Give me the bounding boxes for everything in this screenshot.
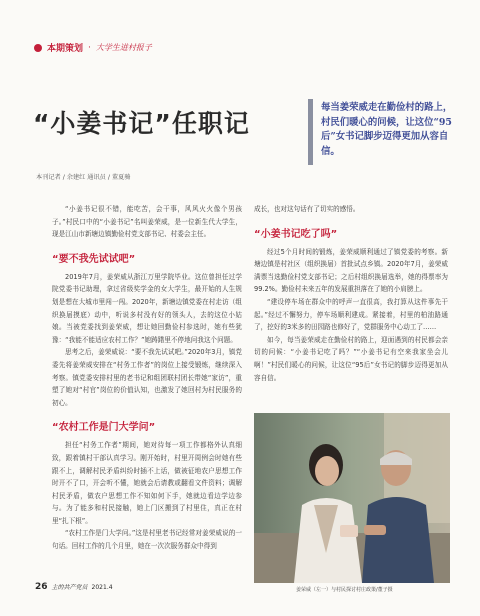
body-paragraph: “建设停车场在群众中的呼声一直很高，我打算从这件事先干起。”经过不懈努力，停车场顺利建成。紧接着，村里的柏油路通了，挖好的3米多的田园路也修好了，党群服务中心动工了…… [254,297,448,332]
body-paragraph: “农村工作是门大学问。”这是村里老书记经常对姜荣威说的一句话。回村工作的几个月里，她在一次次服务群众中得到 [52,529,242,551]
pull-quote-bar [308,99,313,165]
intro-paragraph: “小姜书记很不错，能吃苦，会干事，风风火火像个男孩子。”村民口中的“小姜书记”名叫姜荣威，是一位新生代大学生，现是江山市新塘边镇勤俭村党支部书记、村委会主任。 [52,205,242,239]
issue-number: 2021.4 [91,584,113,591]
subheading: “小姜书记吃了吗” [254,228,338,240]
byline: 本刊记者 / 余建红 通讯员 / 董夏骑 [36,174,131,181]
body-paragraph: 经过5个月时间的锻炼，姜荣威顺利通过了镇党委的考察。新塘边镇是村社区（组织换届）首批试点乡镇。2020年7月，姜荣威满票当选勤俭村党支部书记；之后村组织换届选举，她的得票率为99.2%。勤俭村未来五年的发展重担落在了她的小肩膀上。 [254,247,448,294]
page-number: 26 [35,582,48,592]
pull-quote-text: 每当姜荣威走在勤俭村的路上，村民们暖心的问候，让这位“95后”女书记脚步迈得更加从容自信。 [321,102,453,157]
bullet-icon [34,44,42,52]
photo-caption: 姜荣威（左一）与村民探讨村庄政策/董子摄 [296,587,393,593]
subheading: “要不我先试试吧” [52,253,136,265]
section-header [34,41,152,54]
body-paragraph: 成长，也对这句话有了切实的感悟。 [254,205,360,213]
column-left [52,203,242,553]
body-paragraph: 思考之后，姜荣威说：“要不我先试试吧。”2020年3月，镇党委先将姜荣威安排在“村务工作者”的岗位上接受锻炼，继续深入考察。镇党委安排村里的老书记和组团联村团长带她“家访”，重塑了她对“村官”岗位的价值认知，也激发了她回村为村民服务的初心。 [52,348,242,407]
page-footer [35,582,113,592]
body-paragraph: 担任“村务工作者”期间，她对待每一项工作都格外认真细致，跟着镇村干部认真学习。刚开始时，村里开周例会时她有些跟不上，调解村民矛盾纠纷时插不上话，做被征地农户思想工作时开不了口，开会听不懂，她就会后请教或翻看文件资料；调解村民矛盾，做农户思想工作不知如何下手，她就边看边学边参与。为了能多和村民接触，她上门区搬到了村里住，真正在村里“扎下根”。 [52,441,242,525]
body-paragraph: 如今，每当姜荣威走在勤俭村的路上，迎面遇到的村民都会亲切的问候：“小姜书记吃了吗？”“小姜书记有空来我家坐会儿啊！”村民们暖心的问候，让这位“95后”女书记的脚步迈得更加从容自信。 [254,335,448,382]
article-photo [254,413,450,583]
separator: · [88,42,91,53]
column-right [254,203,448,384]
body-paragraph: 2019年7月，姜荣威从浙江万里学院毕业。这位曾担任过学院党委书记助理，拿过省级奖学金的女大学生，最开始的人生规划是想在大城市里闯一闯。2020年，新塘边镇党委在村走访（组织换届摸底）动中，听说多村没有好的领头人，去的这位小姑娘。当被党委找到姜荣威，想让她回勤俭村参选时，她有些犹豫：“我能不能适应农村工作？”她踌躇里不停地问我这个问题。 [52,272,242,344]
pull-quote [308,99,456,165]
subheading: “农村工作是门大学问” [52,422,156,434]
section-subtitle: 大学生进村报子 [95,43,152,52]
article-title: “小姜书记”任职记 [33,109,250,138]
section-name: 本期策划 [47,44,84,54]
magazine-name: 主的共产党员 [51,584,88,591]
